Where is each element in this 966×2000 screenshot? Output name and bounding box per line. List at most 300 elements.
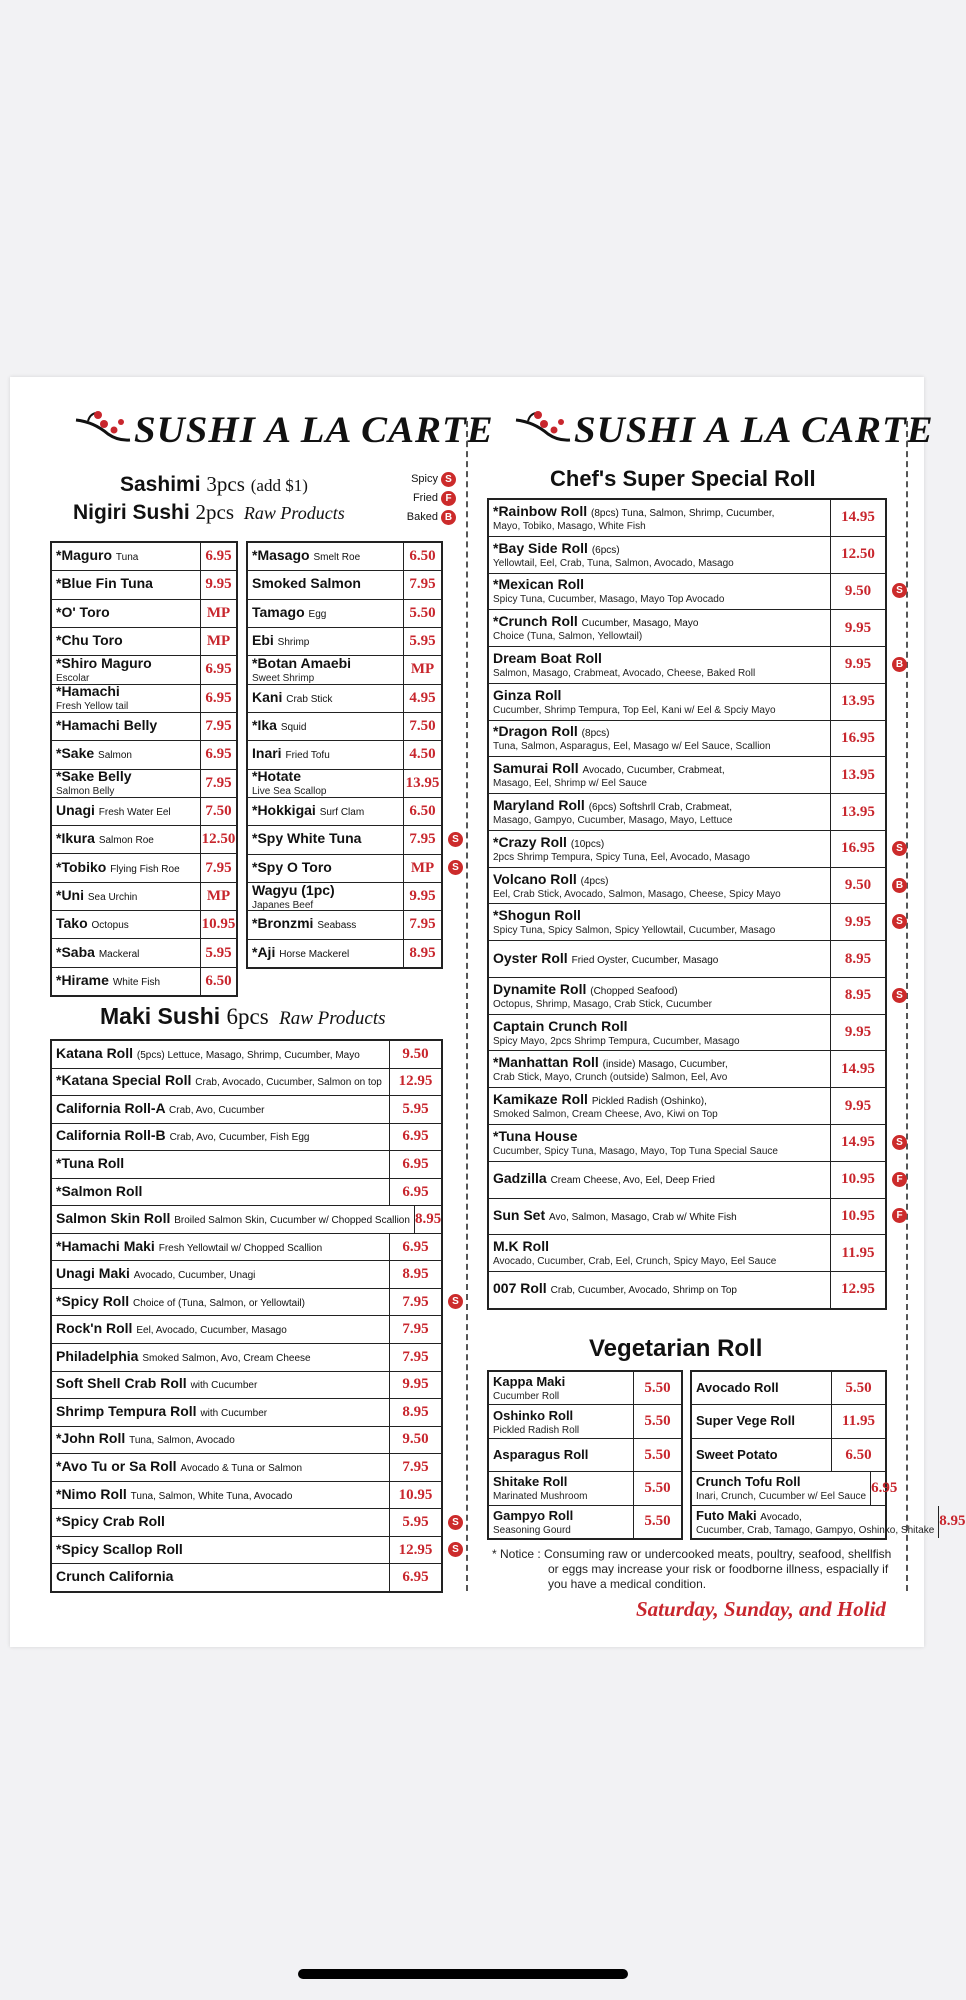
item-title: *Masago	[252, 547, 310, 564]
column-divider	[466, 421, 468, 1591]
item-title: Crunch Tofu Roll	[696, 1474, 801, 1490]
item-name-cell	[52, 1261, 389, 1288]
item-description: Sea Urchin	[87, 891, 138, 903]
menu-item-row	[52, 1399, 441, 1427]
spicy-icon: S	[892, 1135, 907, 1150]
item-price: 6.95	[389, 1124, 441, 1151]
item-price: 5.50	[633, 1372, 681, 1404]
item-price: 7.95	[403, 911, 441, 938]
item-title: *Aji	[252, 943, 276, 960]
item-name-cell	[489, 721, 830, 757]
item-name	[56, 1321, 385, 1338]
item-description: Crab, Cucumber, Avocado, Shrimp on Top	[550, 1285, 737, 1297]
item-name-cell	[52, 1096, 389, 1123]
menu-item-row	[52, 1537, 459, 1565]
item-name-cell	[52, 656, 200, 683]
item-name	[493, 908, 826, 925]
item-name	[493, 761, 826, 778]
item-name	[493, 1374, 629, 1391]
item-name-cell	[52, 571, 200, 598]
item-name	[56, 831, 196, 848]
item-description: Mackeral	[98, 948, 140, 960]
legend-baked: Baked B	[370, 508, 456, 527]
item-price: 8.95	[389, 1399, 441, 1426]
item-price: 5.95	[200, 939, 236, 966]
brand-title: SUSHI A LA CARTE	[134, 409, 494, 451]
menu-item-row	[52, 600, 236, 628]
menu-item-row	[52, 1344, 441, 1372]
item-price: 10.95	[200, 911, 236, 938]
item-name	[56, 1156, 385, 1173]
item-name	[696, 1447, 827, 1464]
menu-item-row	[489, 537, 885, 574]
item-title: Shrimp Tempura Roll	[56, 1402, 197, 1419]
item-name	[696, 1508, 934, 1525]
item-name-cell	[489, 757, 830, 793]
item-price: 9.95	[830, 904, 885, 940]
item-name-cell	[489, 500, 830, 536]
item-description: with Cucumber	[200, 1407, 268, 1419]
item-name-cell	[52, 770, 200, 797]
item-title: *Tuna House	[493, 1127, 578, 1144]
item-subtitle: Sweet Shrimp	[252, 672, 315, 684]
spicy-icon: S	[441, 472, 456, 487]
item-name	[56, 945, 196, 962]
maki-table	[50, 1039, 459, 1593]
item-subtitle: 2pcs Shrimp Tempura, Spicy Tuna, Eel, Avocado, Masago	[493, 851, 750, 863]
item-description: Avocado & Tuna or Salmon	[180, 1462, 303, 1474]
menu-item-row	[52, 1151, 441, 1179]
item-name-cell	[52, 1509, 389, 1536]
item-title: Tamago	[252, 603, 305, 620]
item-title: *Sake Belly	[56, 768, 132, 785]
item-name-cell	[52, 1372, 389, 1399]
item-name-cell	[52, 1069, 389, 1096]
item-title: *Uni	[56, 886, 84, 903]
item-name-cell	[52, 911, 200, 938]
item-name-cell	[52, 1151, 389, 1178]
item-name-cell	[489, 1051, 830, 1087]
menu-item-row	[52, 1427, 441, 1455]
item-name	[252, 746, 399, 763]
item-name-cell	[248, 798, 403, 825]
menu-item-row	[692, 1405, 885, 1438]
item-description: Egg	[308, 608, 327, 620]
item-name-cell	[489, 904, 830, 940]
item-name	[56, 1404, 385, 1421]
item-name	[252, 605, 399, 622]
item-price: 5.50	[633, 1506, 681, 1538]
item-name	[493, 1474, 629, 1491]
item-name-cell	[248, 713, 403, 740]
item-subtitle: Cucumber Roll	[493, 1391, 560, 1403]
item-price: 9.95	[830, 610, 885, 646]
menu-item-row	[489, 721, 885, 758]
item-title: Kappa Maki	[493, 1374, 566, 1390]
item-price: 14.95	[830, 1051, 885, 1087]
item-name-cell	[52, 543, 200, 570]
menu-item-row	[52, 1316, 441, 1344]
menu-item-row	[52, 968, 236, 995]
item-name-cell	[52, 1289, 389, 1316]
item-title: *Hamachi	[56, 683, 120, 700]
item-description: Eel, Avocado, Cucumber, Masago	[136, 1325, 287, 1337]
item-name	[252, 633, 399, 650]
spicy-icon: S	[448, 1515, 463, 1530]
item-name-cell	[248, 656, 403, 683]
spicy-icon: S	[448, 1542, 463, 1557]
item-name-cell	[52, 1179, 389, 1206]
item-description: Choice of (Tuna, Salmon, or Yellowtail)	[133, 1297, 305, 1309]
item-name-cell	[52, 1482, 389, 1509]
item-name	[493, 798, 826, 815]
item-price: 5.50	[831, 1372, 885, 1404]
item-subtitle: Crab Stick, Mayo, Crunch (outside) Salmon, Eel, Avo	[493, 1072, 728, 1084]
item-price: 7.95	[389, 1344, 441, 1371]
item-description: (Chopped Seafood)	[590, 985, 678, 997]
fried-icon: F	[892, 1208, 907, 1223]
item-price: 9.50	[389, 1041, 441, 1068]
column-divider	[906, 421, 908, 1591]
item-title: Dynamite Roll	[493, 980, 587, 997]
menu-item-row	[52, 571, 236, 599]
item-subtitle: Mayo, Tobiko, Masago, White Fish	[493, 520, 646, 532]
item-name	[56, 1073, 385, 1090]
item-price: 10.95	[830, 1162, 885, 1198]
item-description: Flying Fish Roe	[110, 863, 180, 875]
menu-item-row	[248, 543, 441, 571]
item-title: *Shiro Maguro	[56, 654, 152, 671]
item-name	[252, 690, 399, 707]
item-price: 7.50	[403, 713, 441, 740]
item-description: (inside) Masago, Cucumber,	[602, 1059, 728, 1071]
item-title: Salmon Skin Roll	[56, 1210, 171, 1227]
item-title: *John Roll	[56, 1430, 126, 1447]
item-title: Futo Maki	[696, 1507, 757, 1523]
item-price: 7.95	[389, 1289, 441, 1316]
item-name-cell	[52, 713, 200, 740]
item-price: 6.95	[389, 1151, 441, 1178]
item-title: Samurai Roll	[493, 760, 579, 777]
menu-item-row	[248, 883, 441, 911]
item-name	[696, 1380, 827, 1397]
veg-left-table	[487, 1370, 683, 1540]
item-price: 5.50	[633, 1439, 681, 1471]
item-name-cell	[489, 868, 830, 904]
item-price: 14.95	[830, 500, 885, 536]
item-title: *Katana Special Roll	[56, 1072, 192, 1089]
item-subtitle: Yellowtail, Eel, Crab, Tuna, Salmon, Avocado, Masago	[493, 557, 734, 569]
item-name	[696, 1413, 827, 1430]
item-name-cell	[489, 1199, 830, 1235]
item-name	[56, 656, 196, 673]
menu-item-row	[692, 1439, 885, 1472]
item-subtitle: Inari, Crunch, Cucumber w/ Eel Sauce	[696, 1491, 867, 1503]
item-title: Oyster Roll	[493, 949, 568, 966]
menu-item-row	[489, 1051, 885, 1088]
item-name-cell	[52, 600, 200, 627]
item-name	[56, 1542, 385, 1559]
item-title: *Chu Toro	[56, 632, 123, 649]
item-name	[493, 835, 826, 852]
item-description: Broiled Salmon Skin, Cucumber w/ Chopped Scallion	[174, 1215, 410, 1227]
nigiri-right-table	[246, 541, 459, 969]
item-name	[252, 769, 399, 786]
item-title: Tako	[56, 915, 88, 932]
item-description: Octopus	[91, 920, 129, 932]
item-name	[56, 576, 196, 593]
item-name	[493, 614, 826, 631]
item-price: 11.95	[831, 1405, 885, 1437]
item-price: 4.95	[403, 685, 441, 712]
item-name-cell	[489, 647, 830, 683]
item-name-cell	[52, 1124, 389, 1151]
item-price: 7.95	[200, 854, 236, 881]
menu-item-row	[52, 1234, 441, 1262]
spicy-icon: S	[892, 914, 907, 929]
item-price: MP	[403, 656, 441, 683]
menu-item-row	[489, 868, 904, 905]
item-description: White Fish	[112, 976, 161, 988]
item-price: MP	[200, 600, 236, 627]
item-description: Surf Clam	[319, 807, 365, 819]
item-name	[493, 1447, 629, 1464]
item-title: Philadelphia	[56, 1347, 139, 1364]
menu-item-row	[52, 1206, 441, 1234]
item-subtitle: Avocado, Cucumber, Crab, Eel, Crunch, Spicy Mayo, Eel Sauce	[493, 1256, 777, 1268]
item-price: 8.95	[830, 941, 885, 977]
item-subtitle: Spicy Tuna, Cucumber, Masago, Mayo Top Avocado	[493, 594, 725, 606]
spicy-icon: S	[448, 860, 463, 875]
item-title: 007 Roll	[493, 1280, 547, 1297]
item-name	[493, 1129, 826, 1146]
item-subtitle: Japanes Beef	[252, 899, 314, 911]
item-description: Pickled Radish (Oshinko),	[591, 1096, 707, 1108]
item-name	[56, 1514, 385, 1531]
home-indicator[interactable]	[298, 1969, 628, 1979]
menu-item-row	[52, 1179, 441, 1207]
item-price: 8.95	[389, 1261, 441, 1288]
item-name	[56, 746, 196, 763]
item-description: (5pcs) Lettuce, Masago, Shrimp, Cucumber, Mayo	[136, 1049, 360, 1061]
item-name-cell	[52, 1564, 389, 1591]
item-price: 6.95	[200, 656, 236, 683]
item-title: California Roll-B	[56, 1127, 166, 1144]
menu-item-row	[692, 1506, 966, 1538]
item-title: Asparagus Roll	[493, 1446, 589, 1462]
item-title: Smoked Salmon	[252, 575, 361, 592]
item-description: Crab Stick	[286, 693, 333, 705]
chef-table	[487, 498, 904, 1310]
item-title: Sweet Potato	[696, 1446, 778, 1462]
item-description: Tuna, Salmon, White Tuna, Avocado	[130, 1490, 293, 1502]
item-description: (6pcs) Softshrll Crab, Crabmeat,	[588, 802, 733, 813]
item-price: 6.50	[403, 798, 441, 825]
item-name-cell	[52, 798, 200, 825]
item-title: *Nimo Roll	[56, 1485, 127, 1502]
item-name	[493, 541, 826, 558]
item-subtitle: Seasoning Gourd	[493, 1524, 571, 1536]
item-subtitle: Live Sea Scallop	[252, 786, 327, 798]
item-name-cell	[248, 911, 403, 938]
menu-item-row	[248, 571, 441, 599]
spicy-icon: S	[892, 583, 907, 598]
item-price: 5.95	[389, 1509, 441, 1536]
menu-item-row	[489, 647, 904, 684]
menu-item-row	[52, 798, 236, 826]
item-title: *Avo Tu or Sa Roll	[56, 1457, 177, 1474]
item-title: *Hokkigai	[252, 802, 316, 819]
item-name-cell	[52, 1344, 389, 1371]
item-price: 6.95	[389, 1234, 441, 1261]
item-name	[56, 1128, 385, 1145]
menu-item-row	[248, 940, 441, 967]
item-name	[56, 1487, 385, 1504]
item-title: *Ika	[252, 717, 277, 734]
spicy-icon: S	[892, 841, 907, 856]
item-name-cell	[52, 939, 200, 966]
item-title: Gadzilla	[493, 1170, 547, 1187]
spicy-icon: S	[892, 988, 907, 1003]
menu-item-row	[52, 1041, 441, 1069]
veg-right-table	[690, 1370, 966, 1540]
item-name	[493, 1208, 826, 1225]
legend-fried: Fried F	[370, 489, 456, 508]
item-title: *Bronzmi	[252, 915, 314, 932]
item-subtitle: Salmon, Masago, Crabmeat, Avocado, Cheese, Baked Roll	[493, 667, 756, 679]
menu-item-row	[489, 1235, 885, 1272]
item-price: 16.95	[830, 831, 885, 867]
item-name	[493, 1281, 826, 1298]
item-description: (6pcs)	[591, 544, 620, 556]
item-name	[493, 872, 826, 889]
menu-item-row	[489, 941, 885, 978]
maki-header: Maki Sushi 6pcs Raw Products	[100, 1003, 386, 1029]
item-name-cell	[52, 1427, 389, 1454]
item-description: Salmon Roe	[98, 835, 154, 847]
item-title: *Salmon Roll	[56, 1182, 143, 1199]
item-name	[252, 916, 399, 933]
item-title: Wagyu (1pc)	[252, 881, 335, 898]
item-name	[56, 548, 196, 565]
item-price: 10.95	[389, 1482, 441, 1509]
item-name-cell	[489, 1015, 830, 1051]
menu-item-row	[52, 770, 236, 798]
item-name	[56, 1459, 385, 1476]
item-name-cell	[52, 1041, 389, 1068]
item-price: 8.95	[414, 1206, 441, 1233]
item-price: 4.50	[403, 741, 441, 768]
item-price: 8.95	[403, 940, 441, 967]
item-title: *Botan Amaebi	[252, 654, 352, 671]
item-name-cell	[52, 1234, 389, 1261]
item-name-cell	[489, 574, 830, 610]
item-title: *Spicy Crab Roll	[56, 1513, 165, 1530]
menu-item-row	[489, 904, 903, 941]
item-name	[56, 803, 196, 820]
item-subtitle: Salmon Belly	[56, 786, 115, 798]
item-subtitle: Cucumber, Spicy Tuna, Masago, Mayo, Top Tuna Special Sauce	[493, 1145, 778, 1157]
item-name-cell	[248, 600, 403, 627]
item-name-cell	[692, 1439, 831, 1471]
item-title: Inari	[252, 745, 282, 762]
item-title: *Mexican Roll	[493, 576, 585, 593]
item-name	[252, 718, 399, 735]
item-name	[493, 504, 826, 521]
item-name	[56, 1349, 385, 1366]
item-name-cell	[489, 610, 830, 646]
item-price: MP	[403, 855, 441, 882]
item-title: *Spy White Tuna	[252, 830, 362, 847]
item-price: 9.50	[389, 1427, 441, 1454]
item-price: 6.95	[870, 1472, 897, 1504]
item-name	[56, 684, 196, 701]
item-name	[56, 1184, 385, 1201]
menu-item-row	[52, 854, 236, 882]
item-subtitle: Smoked Salmon, Cream Cheese, Avo, Kiwi on Top	[493, 1109, 718, 1121]
item-title: Unagi	[56, 801, 95, 818]
menu-item-row	[248, 798, 441, 826]
item-name-cell	[248, 571, 403, 598]
item-name	[493, 1508, 629, 1525]
item-price: 6.95	[389, 1564, 441, 1591]
item-price: 9.50	[830, 868, 885, 904]
item-price: 6.95	[200, 741, 236, 768]
item-name	[56, 916, 196, 933]
item-name	[56, 633, 196, 650]
item-subtitle: Masago, Gampyo, Cucumber, Masago, Mayo, Lettuce	[493, 815, 733, 826]
item-subtitle: Cucumber, Shrimp Tempura, Top Eel, Kani w/ Eel & Spciy Mayo	[493, 704, 776, 716]
item-title: Soft Shell Crab Roll	[56, 1375, 187, 1392]
item-name-cell	[489, 537, 830, 573]
item-price: 14.95	[830, 1125, 885, 1161]
item-name-cell	[248, 855, 403, 882]
item-description: Tuna	[115, 552, 139, 564]
item-title: *O' Toro	[56, 603, 110, 620]
item-name-cell	[489, 684, 830, 720]
menu-item-row	[692, 1472, 898, 1505]
item-title: Volcano Roll	[493, 870, 577, 887]
item-name	[252, 945, 399, 962]
menu-item-row	[489, 684, 885, 721]
item-price: 7.95	[403, 826, 441, 853]
item-name	[56, 860, 196, 877]
item-name-cell	[489, 831, 830, 867]
item-title: *Blue Fin Tuna	[56, 575, 153, 592]
item-description: Seabass	[317, 920, 357, 932]
item-name	[493, 724, 826, 741]
item-price: 12.50	[200, 826, 236, 853]
item-name-cell	[52, 826, 200, 853]
item-name	[56, 973, 196, 990]
item-name-cell	[52, 854, 200, 881]
menu-item-row	[52, 939, 236, 967]
item-name-cell	[489, 978, 830, 1014]
menu-item-row	[248, 685, 441, 713]
menu-item-row	[489, 500, 885, 537]
item-name-cell	[692, 1506, 938, 1538]
item-name	[56, 718, 196, 735]
item-title: Captain Crunch Roll	[493, 1017, 628, 1034]
item-name-cell	[52, 1399, 389, 1426]
item-description: Avocado, Cucumber, Crabmeat,	[582, 765, 725, 777]
item-name-cell	[692, 1472, 870, 1504]
item-price: 5.50	[633, 1405, 681, 1437]
nigiri-header: Nigiri Sushi 2pcs Raw Products	[73, 500, 345, 524]
item-name-cell	[52, 883, 200, 910]
item-name-cell	[52, 1206, 414, 1233]
item-subtitle: Tuna, Salmon, Asparagus, Eel, Masago w/ Eel Sauce, Scallion	[493, 741, 771, 753]
